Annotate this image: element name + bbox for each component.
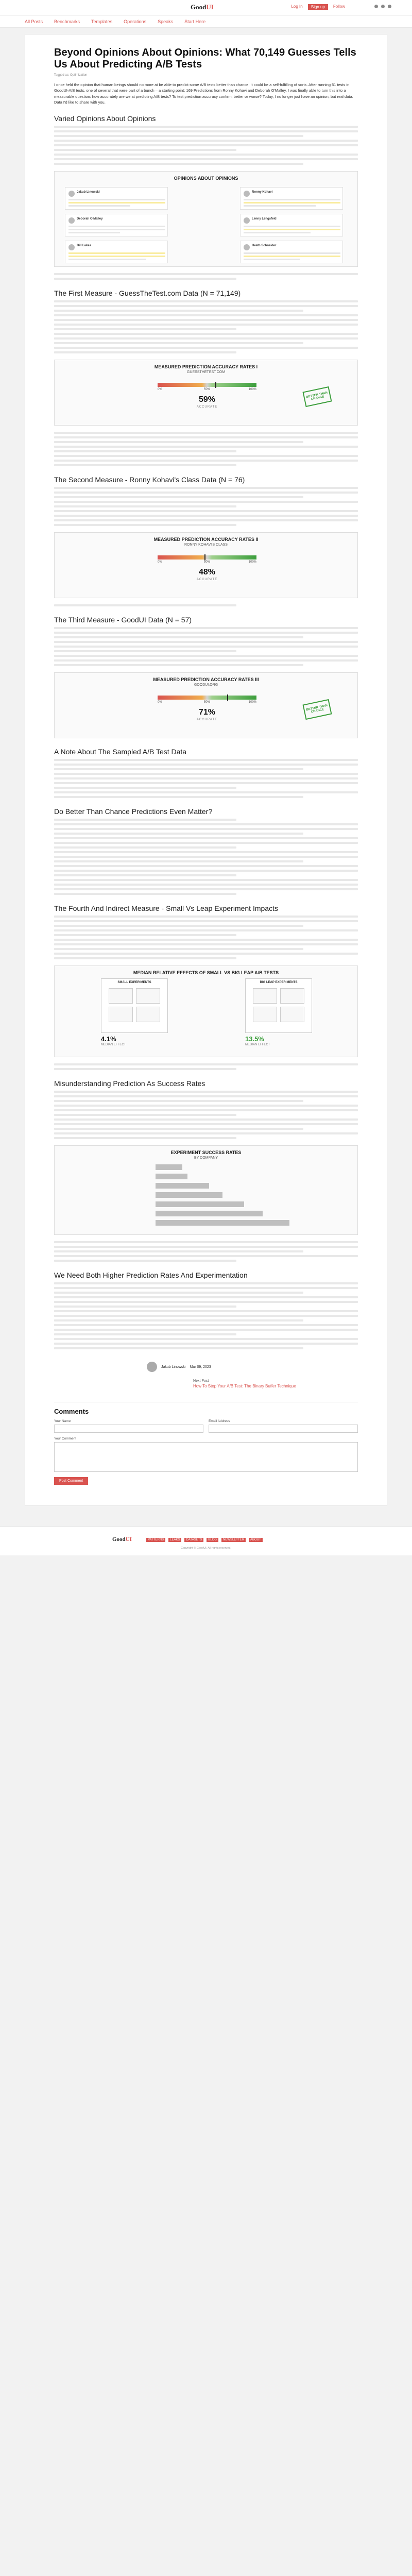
paragraph <box>54 487 358 526</box>
nav-speaks[interactable]: Speaks <box>158 19 174 24</box>
nav-start-here[interactable]: Start Here <box>184 19 206 24</box>
accuracy-value: 71% <box>198 708 216 717</box>
login-link[interactable]: Log In <box>291 4 303 9</box>
avatar <box>68 191 75 197</box>
paragraph <box>54 916 358 959</box>
nav-operations[interactable]: Operations <box>124 19 147 24</box>
gauge-marker <box>215 382 216 388</box>
figure-title: EXPERIMENT SUCCESS RATES <box>170 1150 242 1155</box>
paragraph <box>54 604 358 606</box>
email-input[interactable] <box>209 1425 358 1433</box>
success-rate-bar <box>156 1211 263 1216</box>
opinion-card: Lenny Lengsfeld <box>240 214 343 236</box>
small-median-value: 4.1% <box>101 1035 116 1043</box>
opinion-card: Jakub Linowski <box>65 187 168 210</box>
gauge-marker <box>227 694 228 701</box>
opinion-card: Ronny Kohavi <box>240 187 343 210</box>
next-post-link[interactable]: How To Stop Your A/B Test: The Binary Buffer Technique <box>193 1384 296 1388</box>
accuracy-gauge: 0% 50% 100% <box>158 696 256 703</box>
section-note: A Note About The Sampled A/B Test Data <box>54 748 187 756</box>
name-label: Your Name <box>54 1419 71 1423</box>
paragraph <box>54 627 358 666</box>
section-fourth: The Fourth And Indirect Measure - Small Vs Leap Experiment Impacts <box>54 904 278 912</box>
accuracy-gauge: 0% 50% 100% <box>158 383 256 390</box>
footer-links <box>146 1538 263 1542</box>
next-post-label: Next Post <box>193 1379 209 1383</box>
site-logo[interactable]: GoodUI <box>191 3 214 11</box>
figure-source: RONNY KOHAVI'S CLASS <box>184 543 228 547</box>
follow-link[interactable]: Follow <box>333 4 345 9</box>
big-median-value: 13.5% <box>245 1035 264 1043</box>
paragraph <box>54 1091 358 1139</box>
signup-button[interactable]: Sign up <box>308 4 328 10</box>
nav-all-posts[interactable]: All Posts <box>25 19 43 24</box>
paragraph <box>54 1282 358 1349</box>
author-name[interactable]: Jakub Linowski <box>161 1365 186 1369</box>
success-rate-bar <box>156 1183 209 1189</box>
twitter-icon[interactable] <box>374 5 378 8</box>
figure-source: GUESSTHETEST.COM <box>187 370 225 374</box>
paragraph <box>54 432 358 466</box>
author-avatar <box>147 1362 157 1372</box>
post-comment-button[interactable]: Post Comment <box>54 1477 88 1485</box>
footer-link-leaks[interactable]: LEAKS <box>168 1538 181 1542</box>
post-title: Beyond Opinions About Opinions: What 70,149 Guesses Tells Us About Predicting A/B Tests <box>54 47 356 70</box>
paragraph <box>54 1241 358 1262</box>
success-rates-figure <box>54 1145 358 1235</box>
paragraph <box>54 1063 358 1070</box>
rss-icon[interactable] <box>388 5 391 8</box>
accuracy-label: ACCURATE <box>196 405 218 409</box>
post-meta: Tagged as: Optimization <box>54 74 88 77</box>
small-experiments-panel: SMALL EXPERIMENTS <box>101 978 168 1033</box>
comments-section <box>54 1402 358 1485</box>
success-rate-bar <box>156 1201 244 1207</box>
big-median-label: MEDIAN EFFECT <box>245 1043 270 1046</box>
name-input[interactable] <box>54 1425 203 1433</box>
footer-link-about[interactable]: ABOUT <box>249 1538 263 1542</box>
paragraph <box>54 126 358 165</box>
accuracy-figure-3 <box>54 672 358 738</box>
footer-link-patterns[interactable]: PATTERNS <box>146 1538 165 1542</box>
small-median-label: MEDIAN EFFECT <box>101 1043 126 1046</box>
avatar <box>244 217 250 224</box>
avatar <box>68 217 75 224</box>
top-actions <box>291 4 345 10</box>
section-first: The First Measure - GuessTheTest.com Data (N = 71,149) <box>54 289 241 297</box>
avatar <box>244 244 250 250</box>
success-rate-bar <box>156 1174 187 1179</box>
comments-heading: Comments <box>54 1408 89 1415</box>
section-second: The Second Measure - Ronny Kohavi's Class Data (N = 76) <box>54 476 245 484</box>
article <box>25 34 387 1506</box>
paragraph <box>54 273 358 280</box>
success-rate-bar <box>156 1192 222 1198</box>
opinion-card: Deborah O'Malley <box>65 214 168 236</box>
footer-link-newsletter[interactable]: NEWSLETTER <box>221 1538 246 1542</box>
opinions-figure <box>54 171 358 267</box>
comment-label: Your Comment <box>54 1437 77 1440</box>
next-post <box>193 1379 358 1388</box>
opinion-card: Heath Schneider <box>240 241 343 263</box>
small-vs-big-figure <box>54 965 358 1057</box>
social-icons <box>374 5 391 8</box>
copyright: Copyright © GoodUI. All rights reserved. <box>181 1547 231 1550</box>
linkedin-icon[interactable] <box>381 5 385 8</box>
section-weneed: We Need Both Higher Prediction Rates And Experimentation <box>54 1271 248 1279</box>
accuracy-figure-1 <box>54 360 358 426</box>
figure-title: MEASURED PREDICTION ACCURACY RATES III <box>153 677 259 682</box>
comment-textarea[interactable] <box>54 1442 358 1472</box>
figure-title: MEASURED PREDICTION ACCURACY RATES I <box>154 364 258 369</box>
paragraph <box>54 819 358 895</box>
footer-logo[interactable]: GoodUI <box>112 1536 132 1543</box>
better-than-chance-stamp: BETTER THAN CHANCE <box>302 699 332 720</box>
main-nav <box>0 15 412 28</box>
paragraph <box>54 300 358 353</box>
figure-title: MEDIAN RELATIVE EFFECTS OF SMALL VS BIG LEAP A/B TESTS <box>133 970 279 975</box>
figure-source: GOODUI.ORG <box>194 683 218 687</box>
accuracy-gauge: 0% 50% 100% <box>158 555 256 563</box>
nav-templates[interactable]: Templates <box>91 19 113 24</box>
footer-link-blog[interactable]: BLOG <box>207 1538 218 1542</box>
success-rate-bar <box>156 1220 289 1226</box>
success-rate-bar <box>156 1164 182 1170</box>
nav-benchmarks[interactable]: Benchmarks <box>54 19 80 24</box>
big-experiments-panel: BIG LEAP EXPERIMENTS <box>245 978 312 1033</box>
email-label: Email Address <box>209 1419 230 1423</box>
accuracy-value: 59% <box>198 395 216 404</box>
post-date: Mar 09, 2023 <box>190 1365 211 1369</box>
accuracy-label: ACCURATE <box>196 578 218 581</box>
section-misunderstand: Misunderstanding Prediction As Success Rates <box>54 1079 205 1088</box>
opinion-card: Bill Lakes <box>65 241 168 263</box>
top-bar <box>0 0 412 15</box>
author-byline <box>147 1362 358 1372</box>
accuracy-value: 48% <box>198 568 216 577</box>
figure-title: OPINIONS ABOUT OPINIONS <box>174 176 238 181</box>
footer-link-datasets[interactable]: DATASETS <box>184 1538 203 1542</box>
better-than-chance-stamp: BETTER THAN CHANCE <box>302 386 332 407</box>
avatar <box>68 244 75 250</box>
accuracy-label: ACCURATE <box>196 718 218 721</box>
accuracy-figure-2 <box>54 532 358 598</box>
figure-title: MEASURED PREDICTION ACCURACY RATES II <box>153 537 259 542</box>
site-footer <box>0 1527 412 1555</box>
gauge-marker <box>204 554 205 561</box>
avatar <box>244 191 250 197</box>
paragraph <box>54 759 358 798</box>
section-better: Do Better Than Chance Predictions Even Matter? <box>54 807 213 816</box>
figure-subtitle: BY COMPANY <box>194 1156 218 1160</box>
section-third: The Third Measure - GoodUI Data (N = 57) <box>54 616 192 624</box>
section-varied: Varied Opinions About Opinions <box>54 114 156 123</box>
post-intro: I once held the opinion that human beings should no more at be able to predict some A/B tests better than chance. It could be a self-fulfilling of sorts. After running 51 tests in GoodUI-A/B tests, one of several that were part of a bunch – a starting point: 169 Predictions from Ronny Kohavi and Deborah O'Malley. I was finally able to turn this into a measurable question: how accurately are we at predicting A/B tests? To test prediction accuracy confirm, better or worse? Today, I no longer just have an opinion, but real data. Data I'd like to share with you. <box>54 82 353 105</box>
